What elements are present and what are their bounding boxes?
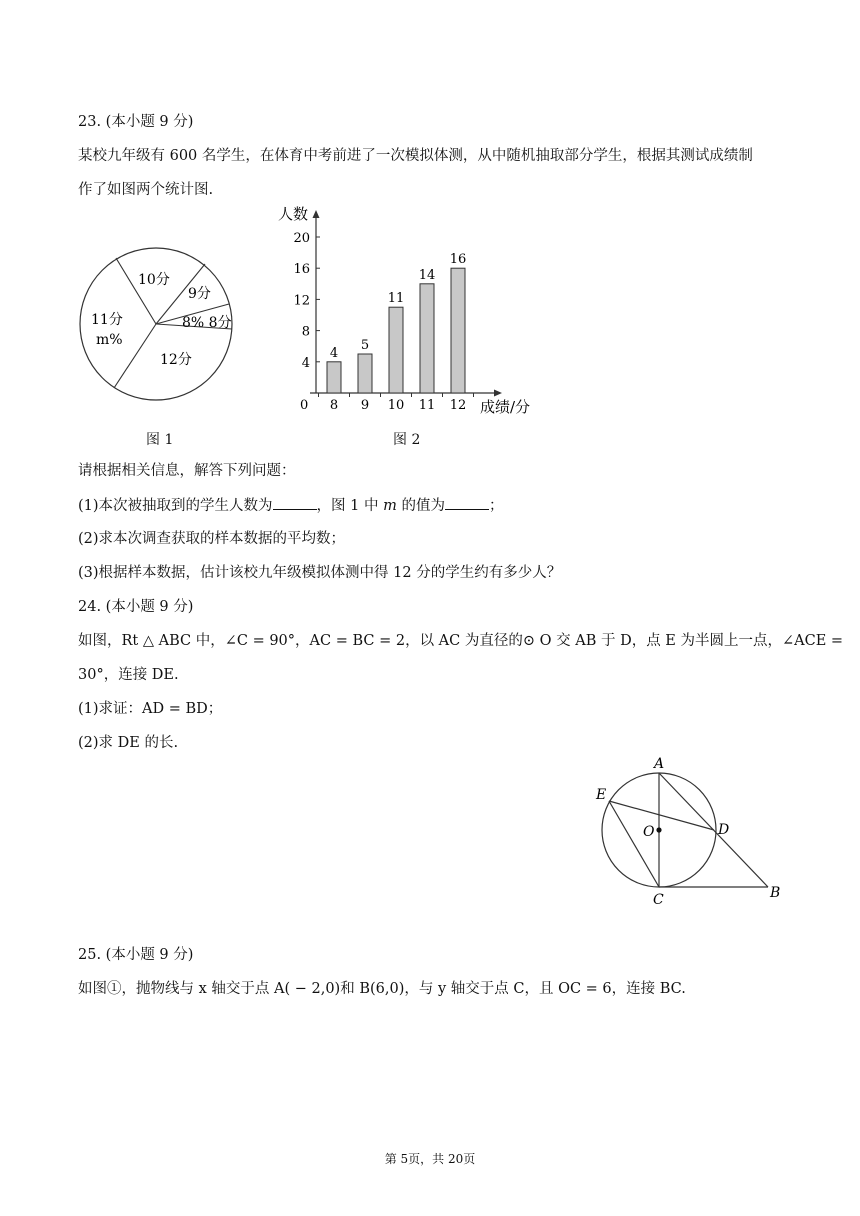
segment-ed [609,801,714,830]
q23-part-1-text-c: 的值为 [401,498,445,514]
pie-label-10: 10分 [138,272,170,288]
q23-part-2: (2)求本次调查获取的样本数据的平均数； [78,531,346,547]
variable-m: m [383,498,397,514]
center-point-o [656,827,661,832]
x-tick-label: 8 [329,398,339,413]
y-tick-label: 16 [293,262,310,278]
bar-value-label: 5 [360,338,370,353]
y-tick-label: 12 [293,293,310,309]
q23-intro-line2: 作了如图两个统计图. [78,182,214,198]
q23-prompt: 请根据相关信息，解答下列问题： [78,463,296,479]
point-label-c: C [653,892,664,908]
bar-11 [420,284,434,393]
pie-label-11: 11分 [91,312,123,328]
x-tick-label: 9 [360,398,370,413]
y-tick-label: 4 [301,355,310,371]
q23-part-1-text-a: (1)本次被抽取到的学生人数为 [78,498,273,514]
figure-2-caption: 图 2 [393,432,421,448]
pie-label-8: 8% 8分 [182,315,232,331]
q23-intro-line1: 某校九年级有 600 名学生，在体育中考前进了一次模拟体测，从中随机抽取部分学生，根据其测试成绩制 [78,148,753,164]
x-axis-label: 成绩/分 [480,398,531,416]
bar-value-label: 11 [387,291,405,307]
point-label-o: O [643,824,655,840]
bar-value-label: 14 [418,267,436,283]
answer-blank-m [445,495,489,510]
bar-value-label: 4 [329,345,339,361]
q24-part-2: (2)求 DE 的长. [78,735,179,751]
bar-9 [358,354,372,393]
bar-10 [389,307,403,393]
pie-chart-figure-1 [78,246,238,406]
q23-header: 23. (本小题 9 分) [78,114,194,130]
x-tick-label: 10 [387,398,405,413]
x-tick-label: 12 [449,398,467,413]
pie-label-9: 9分 [188,286,211,302]
q25-header: 25. (本小题 9 分) [78,947,194,963]
y-axis-label: 人数 [278,205,309,223]
origin-label: 0 [300,398,309,413]
q23-part-1-text-d: ； [488,498,504,514]
q24-line1: 如图，Rt △ ABC 中，∠C = 90°，AC = BC = 2，以 AC 为直径的⊙ O 交 AB 于 D，点 E 为半圆上一点，∠ACE = [78,633,844,649]
bar-12 [451,268,465,393]
geometry-figure [588,750,788,910]
q24-part-1: (1)求证：AD = BD； [78,701,223,717]
page-footer: 第 5页，共 20页 [384,1152,476,1166]
pie-label-11-percent: m% [96,332,123,348]
bar-8 [327,362,341,393]
q24-header: 24. (本小题 9 分) [78,599,194,615]
point-label-a: A [654,756,665,772]
segment-ec [609,801,659,887]
q24-line2: 30°，连接 DE. [78,667,179,683]
figure-1-caption: 图 1 [146,432,174,448]
point-label-e: E [596,787,607,803]
bar-value-label: 16 [449,252,467,268]
q23-part-1-text-b: ，图 1 中 [316,498,379,514]
y-tick-label: 8 [301,324,310,340]
x-axis-arrow [494,390,502,397]
answer-blank-count [273,495,317,510]
q23-part-3: (3)根据样本数据，估计该校九年级模拟体测中得 12 分的学生约有多少人？ [78,565,562,581]
y-axis-arrow [313,210,320,218]
y-tick-label: 20 [293,231,310,246]
point-label-b: B [770,885,781,901]
q23-part-1 [78,495,503,516]
q25-line1: 如图①，抛物线与 x 轴交于点 A( − 2,0)和 B(6,0)，与 y 轴交于点 C，且 OC = 6，连接 BC. [78,981,686,997]
x-tick-label: 11 [418,398,436,413]
bar-chart-figure-2 [270,200,540,422]
point-label-d: D [718,822,730,838]
pie-label-12: 12分 [160,352,192,368]
